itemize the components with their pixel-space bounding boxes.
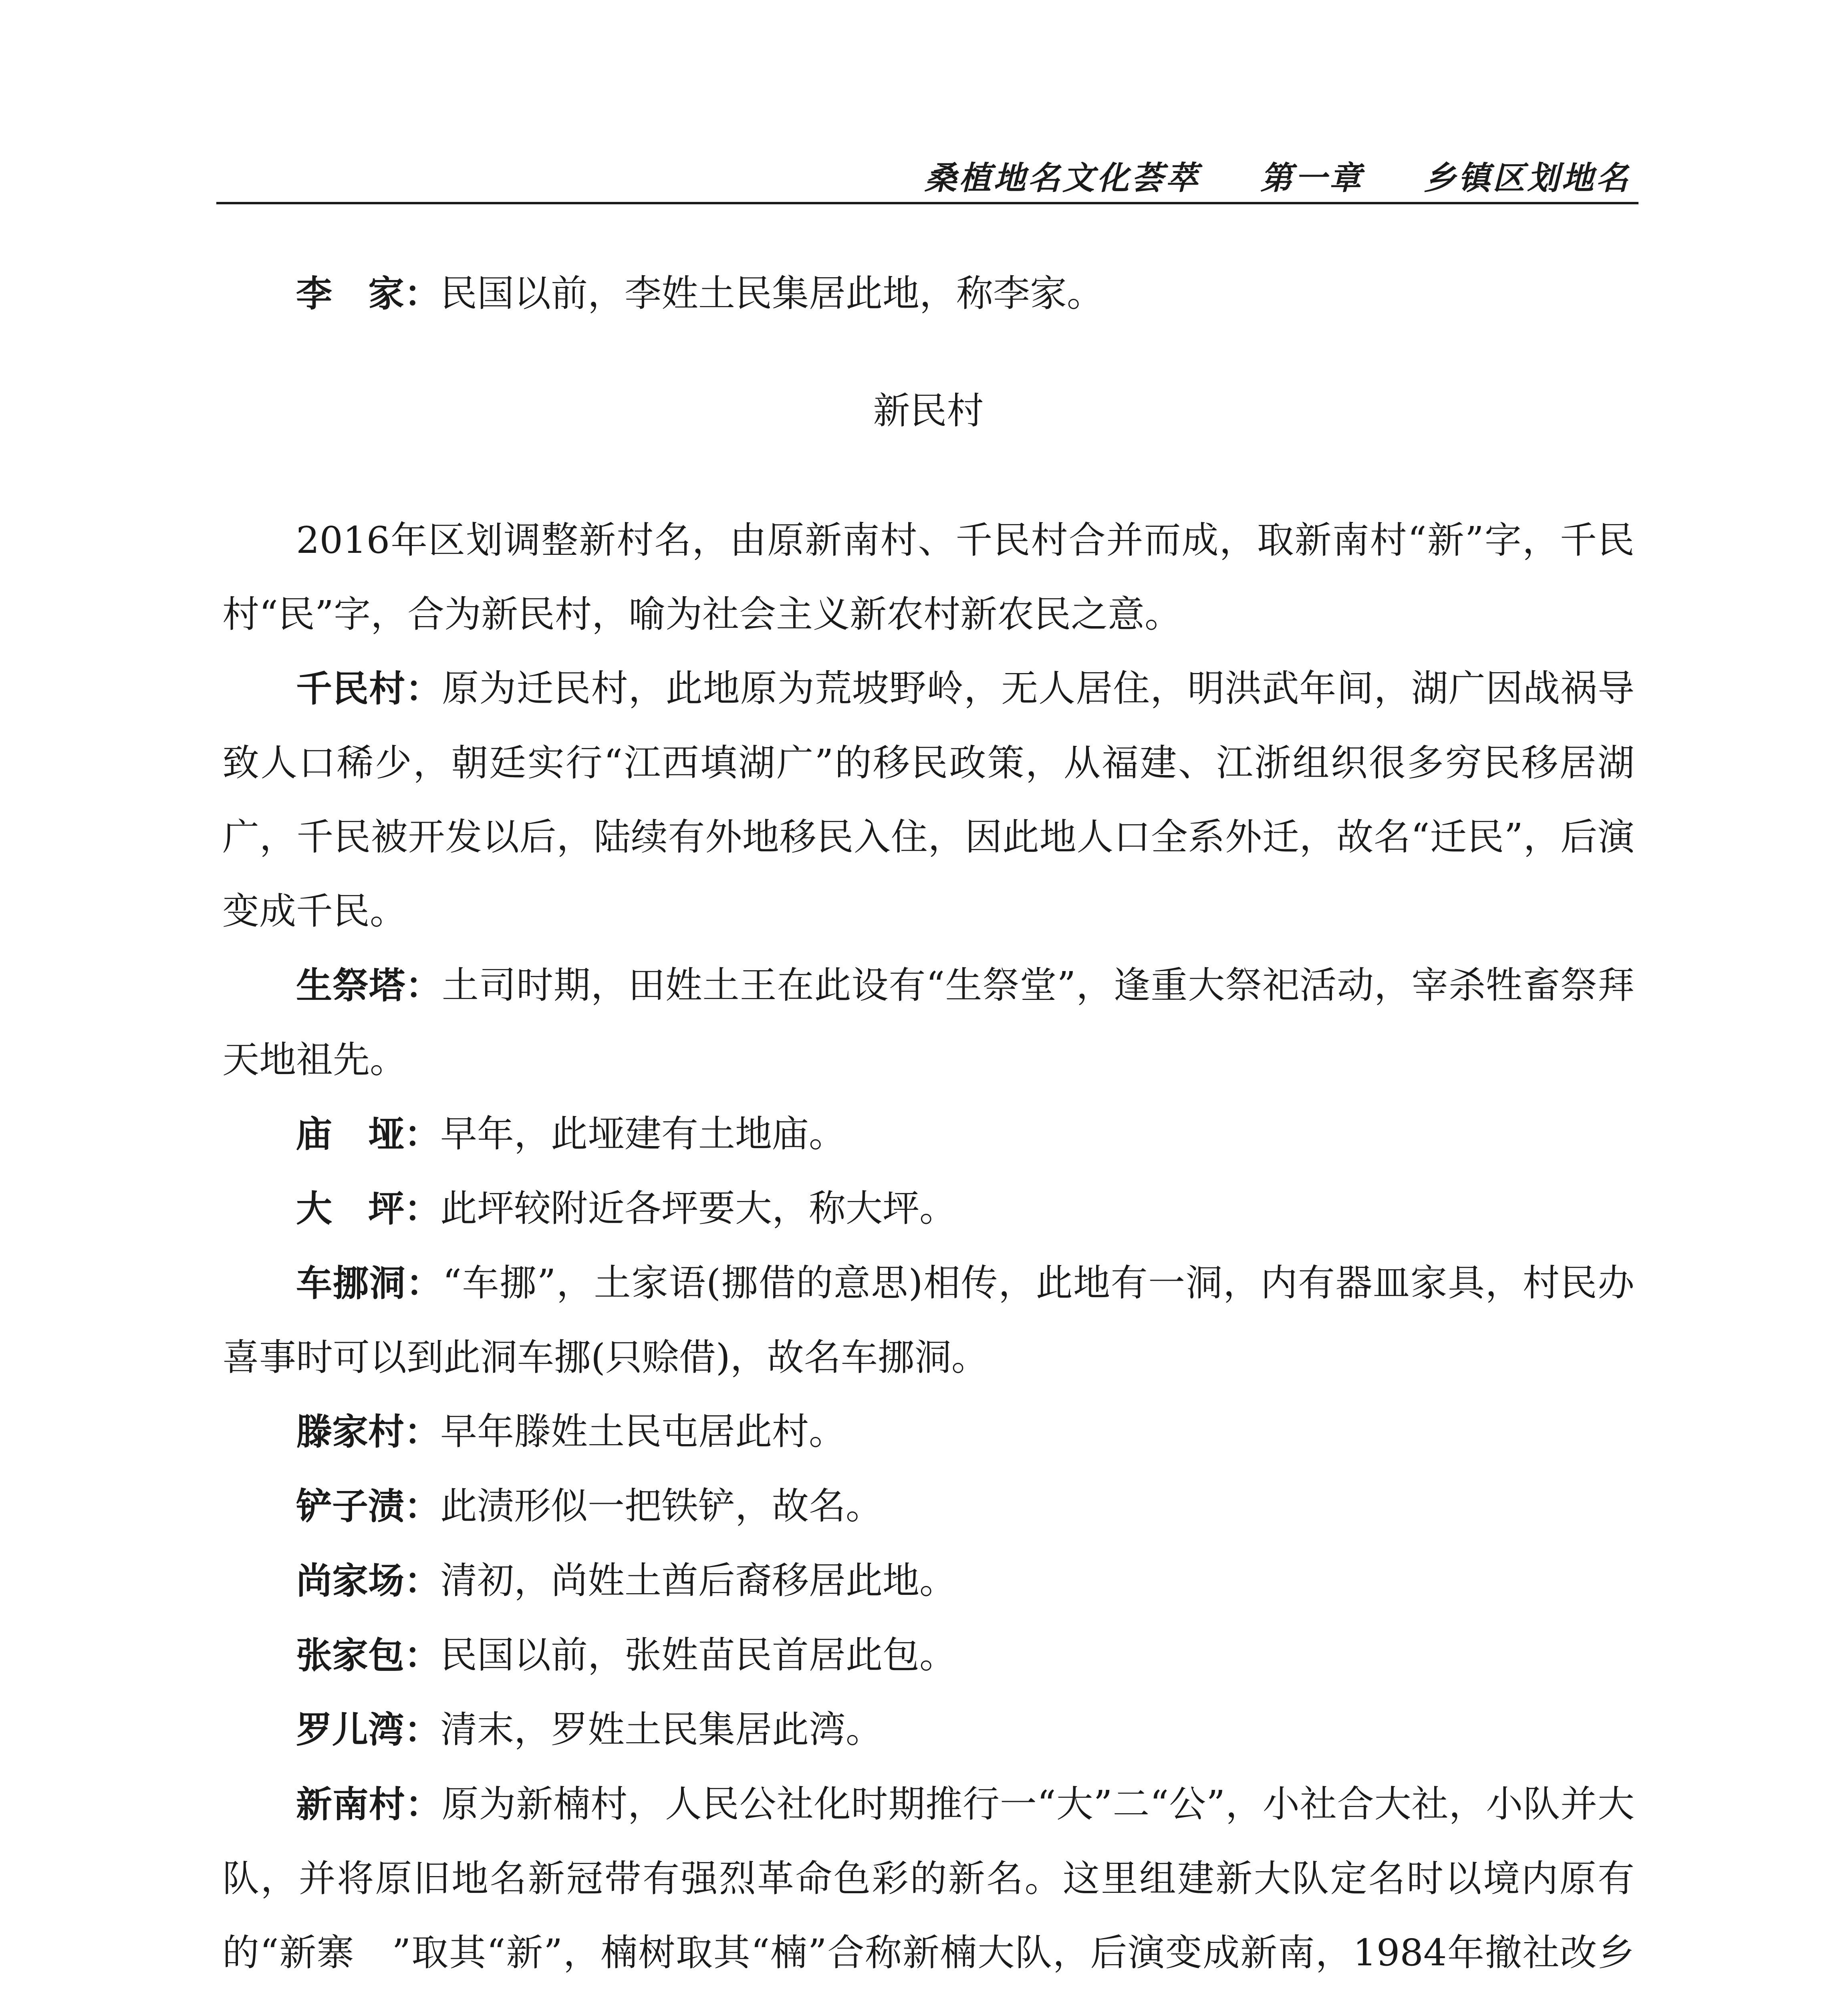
entry-text: 土司时期，田姓土王在此设有“生祭堂”，逢重大祭祀活动，宰杀牲畜祭拜天地祖先。 <box>222 964 1634 1081</box>
entry-term: 千民村： <box>296 668 442 710</box>
entry-text: 此坪较附近各坪要大，称大坪。 <box>440 1187 957 1230</box>
entry-tengjia-cun <box>222 1394 1634 1469</box>
entry-luoer-wan <box>222 1693 1634 1767</box>
entry-xinnan-cun <box>222 1767 1634 2003</box>
page-content <box>222 256 1634 2003</box>
entry-text: 早年滕姓土民屯居此村。 <box>440 1410 846 1453</box>
entry-text: 清初，尚姓土酋后裔移居此地。 <box>440 1559 957 1602</box>
entry-term: 罗儿湾： <box>296 1709 440 1751</box>
entry-term: 尚家场： <box>296 1560 440 1602</box>
header-rule <box>216 202 1638 204</box>
entry-zhangjia-bao <box>222 1618 1634 1693</box>
entry-text: 民国以前，张姓苗民首居此包。 <box>440 1634 957 1677</box>
section-intro: 2016年区划调整新村名，由原新南村、千民村合并而成，取新南村“新”字，千民村“民”字，合为新民村，喻为社会主义新农村新农民之意。 <box>222 519 1634 636</box>
entry-text: 此渍形似一把铁铲，故名。 <box>440 1485 883 1527</box>
entry-term: 张家包： <box>296 1634 440 1677</box>
entry-term: 大 坪： <box>296 1188 440 1230</box>
entry-miao-ya <box>222 1097 1634 1171</box>
entry-term: 生祭塔： <box>296 965 442 1007</box>
entry-term: 车挪洞： <box>296 1262 443 1304</box>
entry-qianmin-cun <box>222 651 1634 948</box>
entry-term: 李 家： <box>296 273 440 315</box>
header-book-title: 桑植地名文化荟萃 <box>925 159 1200 197</box>
entry-li-jia <box>222 256 1634 331</box>
page-header <box>216 148 1638 204</box>
entry-da-ping <box>222 1171 1634 1246</box>
entry-text: 原为新楠村，人民公社化时期推行一“大”二“公”，小社合大社，小队并大队，并将原旧地名新冠带有强烈革命色彩的新名。这里组建新大队定名时以境内原有的“新寨 ”取其“新”，楠树取其“楠”合称新楠大队，后演变成新南，1984年撤社改乡 <box>222 1783 1635 1974</box>
entry-shangjia-chang <box>222 1544 1634 1618</box>
entry-text: 清末，罗姓土民集居此湾。 <box>440 1708 883 1751</box>
entry-text: “车挪”，土家语(挪借的意思)相传，此地有一洞，内有器皿家具，村民办喜事时可以到此洞车挪(只赊借)，故名车挪洞。 <box>222 1261 1635 1379</box>
entry-term: 新南村： <box>296 1783 442 1826</box>
entry-chenuo-dong <box>222 1246 1634 1394</box>
section-title: 新民村 <box>873 389 984 432</box>
entry-term: 庙 垭： <box>296 1113 440 1155</box>
entry-text: 早年，此垭建有土地庙。 <box>440 1112 846 1155</box>
header-chapter: 第一章 <box>1260 159 1364 197</box>
entry-shengji-ta <box>222 948 1634 1097</box>
entry-text: 原为迁民村，此地原为荒坡野岭，无人居住，明洪武年间，湖广因战祸导致人口稀少，朝廷实行“江西填湖广”的移民政策，从福建、江浙组织很多穷民移居湖广，千民被开发以后，陆续有外地移民入住，因此地人口全系外迁，故名“迁民”，后演变成千民。 <box>222 667 1634 933</box>
entry-term: 滕家村： <box>296 1411 440 1453</box>
entry-term: 铲子渍： <box>296 1485 440 1527</box>
entry-text: 民国以前，李姓土民集居此地，称李家。 <box>440 272 1104 315</box>
running-header <box>925 152 1630 198</box>
header-section: 乡镇区划地名 <box>1424 159 1630 197</box>
entry-chanzi-zi <box>222 1469 1634 1544</box>
